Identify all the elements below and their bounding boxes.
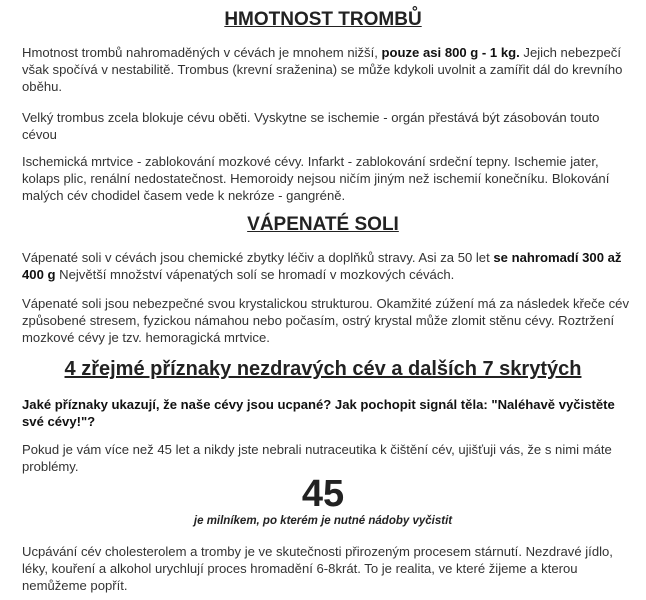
highlight-calcium-amount: se nahromadí 300 až 400 g	[22, 250, 622, 282]
paragraph-ischemia-effects: Ischemická mrtvice - zablokování mozkové cévy. Infarkt - zablokování srdeční tepny. Ischemie jater, kolaps plic, renální nedostatečnost. Hemoroidy nejsou ničím jiným než ischemií konečníku. Blokování malých cév chodidel časem vede k nekróze - gangréně.	[22, 154, 610, 203]
highlight-mass: pouze asi 800 g - 1 kg.	[381, 45, 520, 60]
paragraph-ischemia: Velký trombus zcela blokuje cévu oběti. Vyskytne se ischemie - orgán přestává být zásobován touto cévou	[22, 110, 600, 142]
big-number: 45	[301, 473, 345, 515]
section-title-thrombus-mass: HMOTNOST TROMBŮ	[224, 9, 422, 30]
text-segment: Hmotnost trombů nahromaděných v cévách je mnohem nižší,	[22, 45, 382, 60]
section-title-symptoms: 4 zřejmé příznaky nezdravých cév a dalších 7 skrytých	[64, 358, 582, 380]
paragraph-thrombus-mass	[22, 44, 632, 95]
big-number-caption: je milníkem, po kterém je nutné nádoby vyčistit	[193, 515, 453, 527]
paragraph-age-warning: Pokud je vám více než 45 let a nikdy jste nebrali nutraceutika k čištění cév, ujišťuji vás, že s nimi máte problémy.	[22, 442, 612, 474]
paragraph-aging-process: Ucpávání cév cholesterolem a tromby je ve skutečnosti přirozeným procesem stárnutí. Nezdravé jídlo, léky, kouření a alkohol urychlují proces hromadění 6-8krát. To je realita, ve které žijeme a kterou nemůžeme popřít.	[22, 544, 613, 593]
text-segment: Jejich nebezpečí však spočívá v nestabilitě. Trombus (krevní sraženina) se může kdykoli uvolnit a zamířit dál do krevního oběhu.	[22, 45, 623, 94]
paragraph-calcium-salts	[22, 249, 632, 283]
section-title-calcium-salts: VÁPENATÉ SOLI	[247, 214, 399, 235]
paragraph-calcium-danger: Vápenaté soli jsou nebezpečné svou krystalickou strukturou. Okamžité zúžení má za následek křeče cév způsobené stresem, fyzickou námahou nebo počasím, ostrý krystal může zlomit stěnu cévy. Roztržení mozkové cévy je tzv. hemoragická mrtvice.	[22, 296, 629, 345]
text-segment: Největší množství vápenatých solí se hromadí v mozkových cévách.	[55, 267, 455, 282]
text-segment: Vápenaté soli v cévách jsou chemické zbytky léčiv a doplňků stravy. Asi za 50 let	[22, 250, 494, 265]
question-symptoms: Jaké příznaky ukazují, že naše cévy jsou ucpané? Jak pochopit signál těla: "Naléhavě vyčistěte své cévy!"?	[22, 397, 615, 429]
